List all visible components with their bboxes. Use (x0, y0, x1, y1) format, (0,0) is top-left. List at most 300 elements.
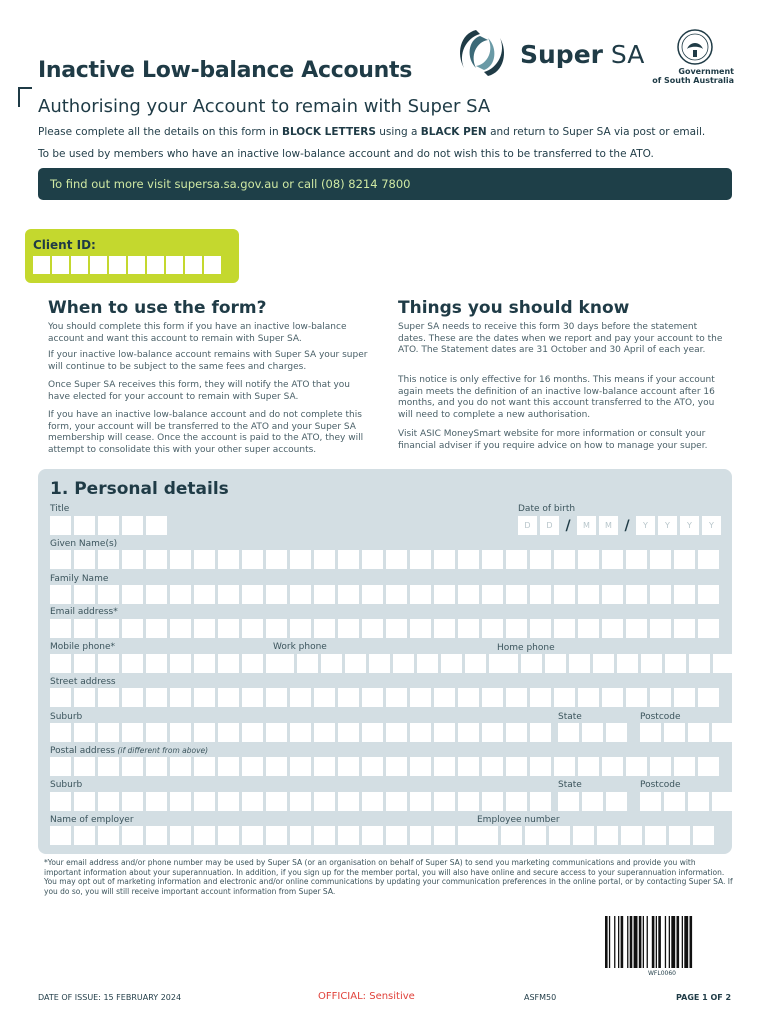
char-cell[interactable] (218, 619, 239, 638)
char-cell[interactable] (458, 723, 479, 742)
char-cell[interactable] (170, 550, 191, 569)
char-cell[interactable] (645, 826, 666, 845)
char-cell[interactable] (458, 688, 479, 707)
char-cell[interactable] (482, 792, 503, 811)
corner-mark (18, 87, 32, 107)
char-cell[interactable] (602, 550, 623, 569)
char-cell[interactable] (386, 826, 407, 845)
char-cell[interactable] (98, 688, 119, 707)
char-cell[interactable] (501, 826, 522, 845)
char-cell[interactable] (669, 826, 690, 845)
intro-eligibility: To be used by members who have an inactive low-balance account and do not wish this to be transferred to the ATO. (38, 148, 654, 160)
family-name-label: Family Name (50, 574, 109, 584)
char-cell[interactable] (194, 723, 215, 742)
mobile-field[interactable] (50, 654, 287, 673)
char-cell[interactable] (626, 688, 647, 707)
super-sa-logo-icon (454, 28, 510, 82)
char-cell[interactable] (698, 757, 719, 776)
char-cell[interactable] (650, 757, 671, 776)
dob-label: Date of birth (518, 504, 576, 514)
char-cell[interactable] (530, 792, 551, 811)
char-cell[interactable] (674, 757, 695, 776)
char-cell[interactable] (98, 826, 119, 845)
char-cell[interactable] (362, 550, 383, 569)
char-cell[interactable] (582, 792, 603, 811)
char-cell[interactable] (650, 688, 671, 707)
char-cell[interactable] (386, 723, 407, 742)
char-cell[interactable] (74, 688, 95, 707)
postal-state-field[interactable] (558, 792, 627, 811)
char-cell[interactable] (290, 585, 311, 604)
char-cell[interactable] (338, 585, 359, 604)
char-cell[interactable] (698, 688, 719, 707)
char-cell[interactable] (242, 792, 263, 811)
char-cell[interactable] (458, 792, 479, 811)
char-cell[interactable] (170, 688, 191, 707)
char-cell[interactable] (266, 792, 287, 811)
char-cell[interactable] (338, 826, 359, 845)
char-cell[interactable] (194, 757, 215, 776)
home-phone-field[interactable] (497, 654, 734, 673)
char-cell[interactable] (713, 654, 734, 673)
postcode-field[interactable] (640, 723, 733, 742)
char-cell[interactable] (266, 585, 287, 604)
char-cell[interactable] (434, 585, 455, 604)
char-cell[interactable] (74, 550, 95, 569)
char-cell[interactable] (393, 654, 414, 673)
char-cell[interactable] (98, 585, 119, 604)
char-cell[interactable] (50, 826, 71, 845)
char-cell[interactable] (578, 585, 599, 604)
char-cell[interactable] (122, 585, 143, 604)
char-cell[interactable] (146, 550, 167, 569)
char-cell[interactable] (482, 550, 503, 569)
char-cell[interactable] (242, 826, 263, 845)
char-cell[interactable] (602, 619, 623, 638)
char-cell[interactable] (74, 826, 95, 845)
char-cell[interactable] (477, 826, 498, 845)
char-cell[interactable] (573, 826, 594, 845)
char-cell[interactable] (194, 585, 215, 604)
char-cell[interactable] (698, 585, 719, 604)
barcode-icon (603, 916, 731, 968)
char-cell[interactable] (146, 654, 167, 673)
char-cell[interactable] (266, 757, 287, 776)
char-cell[interactable] (410, 826, 431, 845)
char-cell[interactable] (650, 619, 671, 638)
char-cell[interactable] (50, 757, 71, 776)
char-cell[interactable] (674, 619, 695, 638)
when-para-1: You should complete this form if you have an inactive low-balance account and want this account to remain with Super SA. (48, 322, 347, 344)
char-cell[interactable] (410, 585, 431, 604)
char-cell[interactable] (506, 619, 527, 638)
char-cell[interactable] (122, 792, 143, 811)
char-cell[interactable] (386, 619, 407, 638)
when-para-2: If your inactive low-balance account remains with Super SA your super will continue to be subject to the same fees and charges. (48, 350, 368, 372)
char-cell[interactable] (122, 723, 143, 742)
char-cell[interactable] (362, 792, 383, 811)
char-cell[interactable] (146, 688, 167, 707)
char-cell[interactable] (170, 585, 191, 604)
char-cell[interactable] (266, 688, 287, 707)
char-cell[interactable] (506, 688, 527, 707)
char-cell[interactable] (417, 654, 438, 673)
char-cell[interactable] (549, 826, 570, 845)
char-cell[interactable] (98, 654, 119, 673)
char-cell[interactable] (664, 723, 685, 742)
char-cell[interactable] (242, 585, 263, 604)
char-cell[interactable] (606, 792, 627, 811)
char-cell[interactable] (434, 757, 455, 776)
char-cell[interactable] (458, 826, 479, 845)
char-cell[interactable] (170, 723, 191, 742)
form-title: Inactive Low-balance Accounts (38, 58, 413, 83)
street-address-label: Street address (50, 677, 116, 687)
char-cell[interactable] (582, 723, 603, 742)
char-cell[interactable] (554, 550, 575, 569)
char-cell[interactable] (521, 654, 542, 673)
char-cell[interactable] (146, 723, 167, 742)
char-cell[interactable] (569, 654, 590, 673)
char-cell[interactable] (146, 792, 167, 811)
char-cell[interactable] (170, 792, 191, 811)
char-cell[interactable] (314, 688, 335, 707)
char-cell[interactable] (218, 723, 239, 742)
char-cell[interactable] (338, 723, 359, 742)
postal-address-field[interactable] (50, 757, 719, 776)
char-cell[interactable] (146, 619, 167, 638)
char-cell[interactable] (626, 757, 647, 776)
char-cell[interactable] (266, 550, 287, 569)
char-cell[interactable] (50, 585, 71, 604)
char-cell[interactable] (554, 619, 575, 638)
char-cell[interactable] (410, 757, 431, 776)
classification-label: OFFICIAL: Sensitive (318, 991, 415, 1002)
postal-suburb-field[interactable] (50, 792, 551, 811)
char-cell[interactable] (525, 826, 546, 845)
char-cell[interactable] (506, 585, 527, 604)
char-cell[interactable] (242, 688, 263, 707)
char-cell[interactable] (369, 654, 390, 673)
char-cell[interactable] (410, 688, 431, 707)
postal-address-label: Postal address (if different from above) (50, 746, 209, 756)
client-id-field[interactable] (33, 256, 221, 274)
char-cell[interactable] (170, 826, 191, 845)
char-cell[interactable] (640, 792, 661, 811)
char-cell[interactable] (626, 619, 647, 638)
char-cell[interactable] (194, 550, 215, 569)
char-cell[interactable] (665, 654, 686, 673)
char-cell[interactable] (290, 792, 311, 811)
char-cell[interactable] (242, 550, 263, 569)
char-cell[interactable] (290, 723, 311, 742)
char-cell[interactable] (266, 826, 287, 845)
char-cell[interactable] (458, 619, 479, 638)
char-cell[interactable] (218, 757, 239, 776)
char-cell[interactable] (530, 550, 551, 569)
char-cell[interactable] (386, 688, 407, 707)
char-cell[interactable] (386, 757, 407, 776)
char-cell[interactable] (194, 654, 215, 673)
char-cell[interactable] (218, 585, 239, 604)
postal-state-label: State (558, 780, 582, 790)
char-cell[interactable] (602, 585, 623, 604)
char-cell[interactable] (712, 723, 733, 742)
char-cell[interactable] (506, 757, 527, 776)
char-cell[interactable] (362, 723, 383, 742)
title-label: Title (50, 504, 70, 514)
char-cell[interactable] (602, 688, 623, 707)
char-cell[interactable] (338, 619, 359, 638)
char-cell[interactable] (386, 585, 407, 604)
char-cell[interactable] (146, 585, 167, 604)
char-cell[interactable] (122, 757, 143, 776)
char-cell[interactable] (242, 723, 263, 742)
char-cell[interactable] (530, 619, 551, 638)
char-cell[interactable] (410, 550, 431, 569)
char-cell[interactable] (314, 757, 335, 776)
char-cell[interactable] (218, 826, 239, 845)
char-cell[interactable] (50, 792, 71, 811)
char-cell[interactable] (74, 619, 95, 638)
email-field[interactable] (50, 619, 719, 638)
postal-postcode-label: Postcode (640, 780, 681, 790)
char-cell[interactable] (506, 792, 527, 811)
char-cell[interactable] (218, 792, 239, 811)
char-cell[interactable] (314, 619, 335, 638)
char-cell[interactable] (545, 654, 566, 673)
char-cell[interactable] (98, 757, 119, 776)
char-cell[interactable] (578, 619, 599, 638)
char-cell[interactable] (98, 723, 119, 742)
char-cell[interactable] (554, 585, 575, 604)
char-cell[interactable] (506, 723, 527, 742)
char-cell[interactable] (194, 619, 215, 638)
char-cell[interactable] (386, 550, 407, 569)
char-cell[interactable] (362, 585, 383, 604)
char-cell[interactable] (664, 792, 685, 811)
char-cell[interactable] (617, 654, 638, 673)
employee-number-label: Employee number (477, 815, 560, 825)
char-cell[interactable] (410, 619, 431, 638)
char-cell[interactable] (242, 654, 263, 673)
char-cell[interactable] (122, 654, 143, 673)
char-cell[interactable] (482, 723, 503, 742)
char-cell[interactable] (74, 792, 95, 811)
char-cell[interactable] (434, 550, 455, 569)
char-cell[interactable] (290, 826, 311, 845)
char-cell[interactable] (321, 654, 342, 673)
title-field[interactable] (50, 516, 167, 535)
know-para-3: Visit ASIC MoneySmart website for more information or consult your financial adviser if you require advice on how to manage your super. (398, 429, 708, 451)
char-cell[interactable] (410, 723, 431, 742)
char-cell[interactable] (530, 585, 551, 604)
char-cell[interactable] (621, 826, 642, 845)
family-name-field[interactable] (50, 585, 719, 604)
char-cell[interactable] (482, 619, 503, 638)
postal-suburb-label: Suburb (50, 780, 83, 790)
char-cell[interactable] (314, 723, 335, 742)
char-cell[interactable] (597, 826, 618, 845)
char-cell[interactable] (314, 792, 335, 811)
char-cell[interactable] (194, 792, 215, 811)
char-cell[interactable] (602, 757, 623, 776)
char-cell[interactable] (458, 585, 479, 604)
char-cell[interactable] (242, 757, 263, 776)
char-cell[interactable] (122, 826, 143, 845)
char-cell[interactable] (146, 826, 167, 845)
char-cell[interactable] (688, 792, 709, 811)
char-cell[interactable] (122, 619, 143, 638)
char-cell[interactable] (650, 550, 671, 569)
char-cell[interactable] (506, 550, 527, 569)
char-cell[interactable] (290, 757, 311, 776)
char-cell[interactable] (170, 654, 191, 673)
char-cell[interactable] (482, 757, 503, 776)
char-cell[interactable] (441, 654, 462, 673)
char-cell[interactable] (242, 619, 263, 638)
char-cell[interactable] (530, 723, 551, 742)
char-cell[interactable] (410, 792, 431, 811)
char-cell[interactable] (290, 688, 311, 707)
barcode-text: WFL0060 (648, 970, 676, 977)
char-cell[interactable] (122, 550, 143, 569)
char-cell[interactable] (273, 654, 294, 673)
char-cell[interactable] (98, 550, 119, 569)
char-cell[interactable] (640, 723, 661, 742)
char-cell[interactable] (434, 826, 455, 845)
char-cell[interactable] (98, 619, 119, 638)
char-cell[interactable] (497, 654, 518, 673)
char-cell[interactable] (194, 688, 215, 707)
char-cell[interactable] (338, 792, 359, 811)
char-cell[interactable] (434, 723, 455, 742)
char-cell[interactable] (362, 757, 383, 776)
given-name-label: Given Name(s) (50, 539, 118, 549)
work-phone-field[interactable] (273, 654, 510, 673)
char-cell[interactable] (689, 654, 710, 673)
char-cell[interactable] (698, 550, 719, 569)
char-cell[interactable] (314, 585, 335, 604)
char-cell[interactable] (170, 619, 191, 638)
char-cell[interactable] (146, 757, 167, 776)
char-cell[interactable] (434, 619, 455, 638)
char-cell[interactable] (314, 550, 335, 569)
char-cell[interactable] (74, 757, 95, 776)
employer-label: Name of employer (50, 815, 134, 825)
state-field[interactable] (558, 723, 627, 742)
char-cell[interactable] (74, 585, 95, 604)
char-cell[interactable] (338, 688, 359, 707)
char-cell[interactable] (458, 757, 479, 776)
char-cell[interactable] (606, 723, 627, 742)
employer-field[interactable] (50, 826, 479, 845)
char-cell[interactable] (554, 757, 575, 776)
char-cell[interactable] (218, 654, 239, 673)
char-cell[interactable] (74, 654, 95, 673)
char-cell[interactable] (98, 792, 119, 811)
dob-field[interactable]: D D / M M / Y Y Y Y (518, 516, 721, 535)
char-cell[interactable] (338, 757, 359, 776)
char-cell[interactable] (693, 826, 714, 845)
char-cell[interactable] (314, 826, 335, 845)
postal-postcode-field[interactable] (640, 792, 733, 811)
given-name-field[interactable] (50, 550, 719, 569)
char-cell[interactable] (434, 792, 455, 811)
know-para-2: This notice is only effective for 16 months. This means if your account again meets the definition of an inactive low-balance account after 16 months, and you do not want this account transferred to the ATO, you will need to complete a new authorisation. (398, 375, 715, 420)
char-cell[interactable] (218, 688, 239, 707)
when-para-4: If you have an inactive low-balance account and do not complete this form, your account will be transferred to the ATO and your Super SA membership will cease. Once the account is paid to the ATO, they will attempt to consolidate this with your other super accounts. (48, 410, 364, 455)
char-cell[interactable] (482, 688, 503, 707)
char-cell[interactable] (674, 550, 695, 569)
char-cell[interactable] (362, 619, 383, 638)
char-cell[interactable] (345, 654, 366, 673)
contact-banner: To find out more visit supersa.sa.gov.au or call (08) 8214 7800 (38, 168, 732, 200)
char-cell[interactable] (50, 619, 71, 638)
char-cell[interactable] (50, 723, 71, 742)
char-cell[interactable] (641, 654, 662, 673)
char-cell[interactable] (626, 585, 647, 604)
employee-number-field[interactable] (477, 826, 714, 845)
char-cell[interactable] (50, 654, 71, 673)
char-cell[interactable] (530, 688, 551, 707)
char-cell[interactable] (362, 826, 383, 845)
char-cell[interactable] (558, 723, 579, 742)
char-cell[interactable] (290, 619, 311, 638)
char-cell[interactable] (554, 688, 575, 707)
char-cell[interactable] (170, 757, 191, 776)
char-cell[interactable] (122, 688, 143, 707)
char-cell[interactable] (674, 585, 695, 604)
char-cell[interactable] (626, 550, 647, 569)
government-label: Government of South Australia (652, 67, 734, 85)
char-cell[interactable] (530, 757, 551, 776)
state-label: State (558, 712, 582, 722)
char-cell[interactable] (194, 826, 215, 845)
char-cell[interactable] (578, 550, 599, 569)
char-cell[interactable] (266, 723, 287, 742)
client-id-label: Client ID: (33, 238, 96, 252)
char-cell[interactable] (650, 585, 671, 604)
char-cell[interactable] (578, 688, 599, 707)
char-cell[interactable] (712, 792, 733, 811)
char-cell[interactable] (578, 757, 599, 776)
char-cell[interactable] (688, 723, 709, 742)
char-cell[interactable] (362, 688, 383, 707)
char-cell[interactable] (218, 550, 239, 569)
char-cell[interactable] (297, 654, 318, 673)
char-cell[interactable] (698, 619, 719, 638)
char-cell[interactable] (266, 619, 287, 638)
char-cell[interactable] (50, 688, 71, 707)
char-cell[interactable] (50, 550, 71, 569)
char-cell[interactable] (338, 550, 359, 569)
char-cell[interactable] (74, 723, 95, 742)
char-cell[interactable] (465, 654, 486, 673)
char-cell[interactable] (558, 792, 579, 811)
super-sa-logo-text: Super SA (520, 40, 645, 69)
char-cell[interactable] (482, 585, 503, 604)
char-cell[interactable] (434, 688, 455, 707)
suburb-field[interactable] (50, 723, 551, 742)
char-cell[interactable] (386, 792, 407, 811)
char-cell[interactable] (458, 550, 479, 569)
char-cell[interactable] (290, 550, 311, 569)
form-code: ASFM50 (524, 993, 557, 1002)
street-address-field[interactable] (50, 688, 719, 707)
char-cell[interactable] (593, 654, 614, 673)
char-cell[interactable] (674, 688, 695, 707)
